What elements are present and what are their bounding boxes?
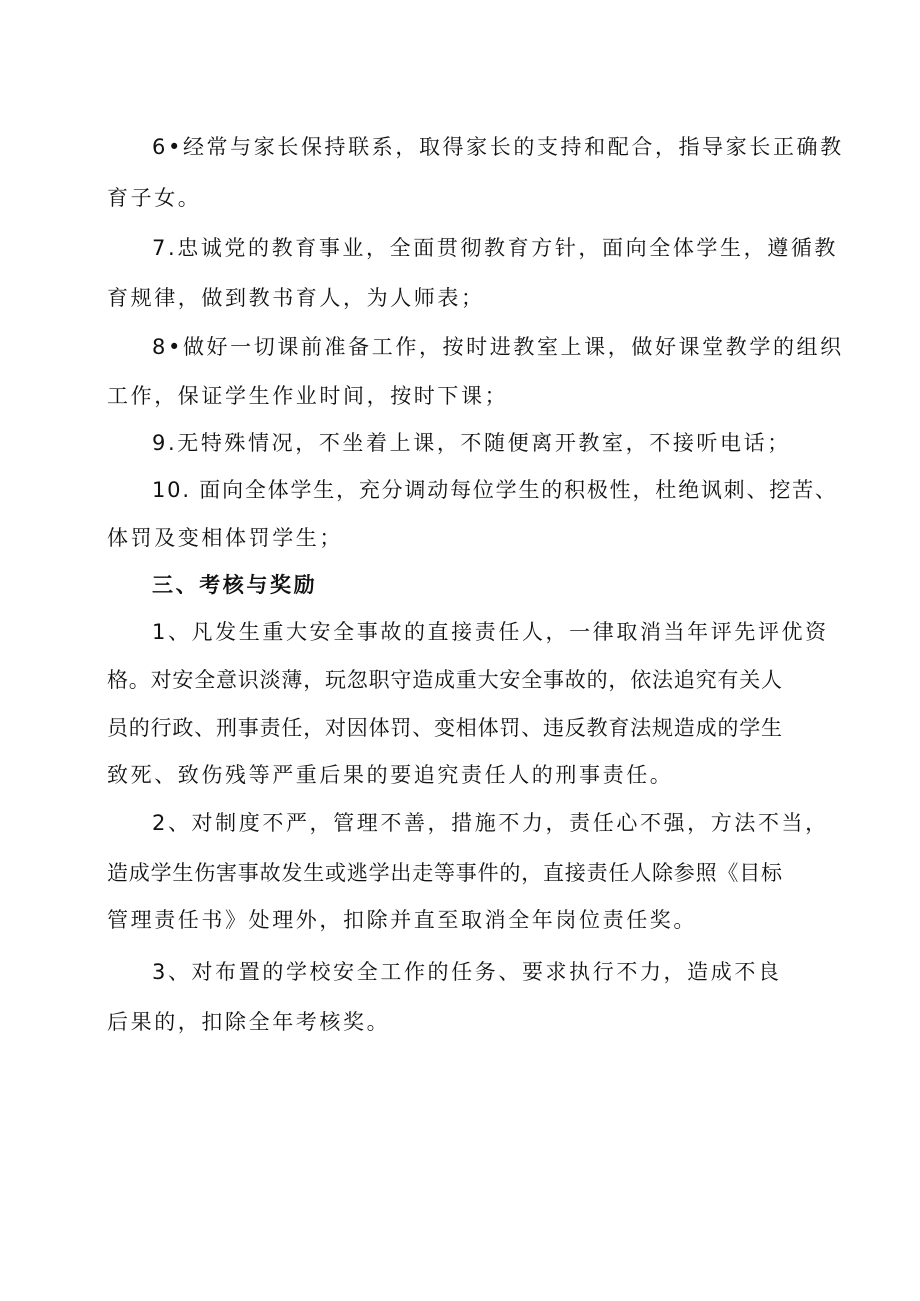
text-line-rule2-b: 造成学生伤害事故发生或逃学出走等事件的，直接责任人除参照《目标 xyxy=(107,861,783,885)
text-line-item7-b: 育规律，做到教书育人，为人师表； xyxy=(107,286,485,310)
text-line-item6-a: 6•经常与家长保持联系，取得家长的支持和配合，指导家长正确教 xyxy=(152,135,844,159)
text-line-rule3-b: 后果的，扣除全年考核奖。 xyxy=(107,1010,391,1034)
text-line-rule2-a: 2、对制度不严，管理不善，措施不力，责任心不强，方法不当， xyxy=(152,811,829,835)
text-line-rule3-a: 3、对布置的学校安全工作的任务、要求执行不力，造成不良 xyxy=(152,960,782,984)
section-heading: 三、考核与奖励 xyxy=(152,573,318,597)
text-line-rule1-b: 格。对安全意识淡薄，玩忽职守造成重大安全事故的，依法追究有关人 xyxy=(107,668,783,692)
text-line-item10-b: 体罚及变相体罚学生； xyxy=(107,526,343,550)
text-line-rule1-d: 致死、致伤残等严重后果的要追究责任人的刑事责任。 xyxy=(107,763,674,787)
text-line-rule1-a: 1、凡发生重大安全事故的直接责任人，一律取消当年评先评优资 xyxy=(152,620,829,644)
text-line-rule1-c: 员的行政、刑事责任，对因体罚、变相体罚、违反教育法规造成的学生 xyxy=(107,716,783,740)
text-line-item9: 9.无特殊情况，不坐着上课，不随便离开教室，不接听电话； xyxy=(152,431,791,455)
text-line-rule2-c: 管理责任书》处理外，扣除并直至取消全年岗位责任奖。 xyxy=(107,908,697,932)
text-line-item8-b: 工作，保证学生作业时间，按时下课； xyxy=(107,384,509,408)
text-line-item6-b: 育子女。 xyxy=(107,186,202,210)
text-line-item10-a: 10. 面向全体学生，充分调动每位学生的积极性，杜绝讽刺、挖苦、 xyxy=(152,478,838,502)
text-line-item7-a: 7.忠诚党的教育事业，全面贯彻教育方针，面向全体学生，遵循教 xyxy=(152,236,839,260)
text-line-item8-a: 8•做好一切课前准备工作，按时进教室上课，做好课堂教学的组织 xyxy=(152,335,844,359)
